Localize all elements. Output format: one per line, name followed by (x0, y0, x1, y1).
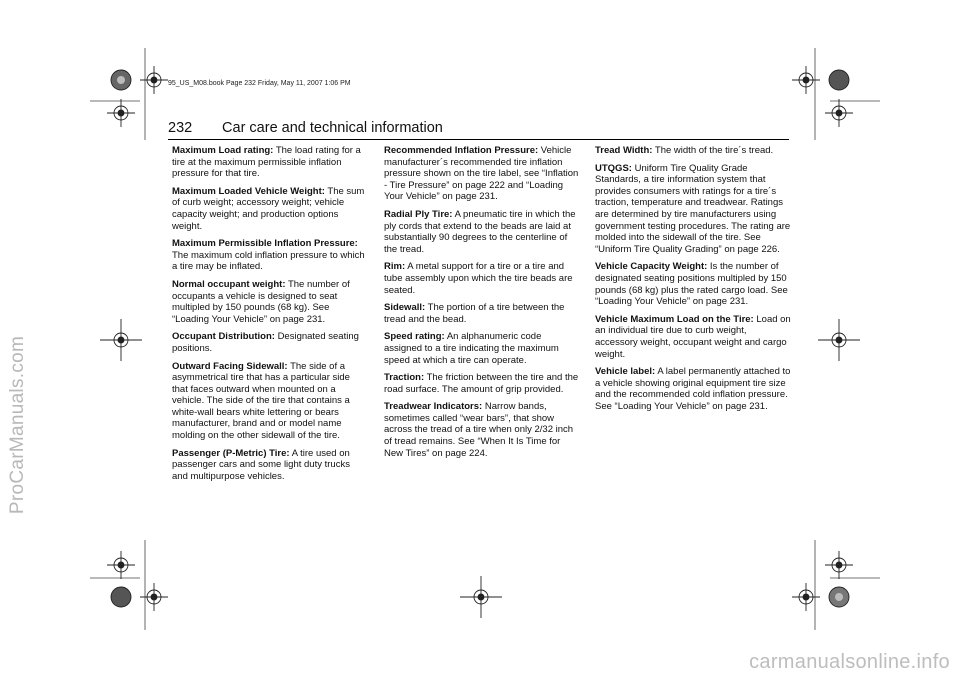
glossary-term: Tread Width: (595, 145, 653, 156)
glossary-entry (172, 145, 368, 180)
glossary-term: Maximum Permissible Inflation Pressure: (172, 238, 358, 250)
glossary-term: Radial Ply Tire: (384, 208, 453, 220)
glossary-definition: An alphanumeric code assigned to a tire indicating the maximum speed at which a tire can operate. (384, 331, 559, 366)
glossary-term: Occupant Distribution: (172, 331, 275, 343)
book-file-header: 95_US_M08.book Page 232 Friday, May 11, 2007 1:06 PM (168, 80, 351, 87)
glossary-entry (384, 302, 580, 325)
glossary-entry (172, 279, 368, 325)
page-number: 232 (168, 120, 193, 136)
glossary-definition: A label permanently attached to a vehicle showing original equipment tire size and the recommended cold inflation pressure. See “Loading Your Vehicle” on page 231. (595, 366, 791, 412)
glossary-definition: Narrow bands, sometimes called “wear bars”, that show across the tread of a tire when only 2/32 inch of tread remains. See “When It Is Time for New Tires” on page 224. (384, 401, 574, 459)
glossary-definition: A tire used on passenger cars and some light duty trucks and multipurpose vehicles. (172, 447, 350, 482)
glossary-entry (172, 186, 368, 232)
glossary-definition: Uniform Tire Quality Grade Standards, a tire information system that provides consumers with ratings for a tire´s traction, temperature and treadwear. Ratings are determined by tire manufacturers using government testing procedures. The rating are molded into the sidewall of the tire. See “Uniform Tire Quality Grading” on page 226. (595, 162, 791, 255)
glossary-definition: The side of a asymmetrical tire that has a particular side that faces outward when mounted on a vehicle. The side of the tire that contains a white-wall bears white lettering or bears manufacturer, brand and or model name molding on the other sidewall of the tire. (172, 360, 350, 442)
glossary-term: Speed rating: (384, 331, 445, 343)
glossary-term: Maximum Load rating: (172, 145, 274, 156)
glossary-entry (384, 209, 580, 255)
glossary-entry (595, 366, 791, 412)
glossary-definition: Is the number of designated seating positions multipled by 150 pounds (68 kg) plus the rated cargo load. See “Loading Your Vehicle” on page 231. (595, 261, 788, 308)
glossary-term: Vehicle Capacity Weight: (595, 261, 708, 273)
glossary-entry (595, 314, 791, 360)
glossary-definition: A metal support for a tire or a tire and tube assembly upon which the tire beads are seated. (384, 261, 573, 296)
section-title: Car care and technical information (222, 120, 443, 136)
glossary-entry (172, 331, 368, 354)
glossary-term: Recommended Inflation Pressure: (384, 145, 539, 156)
glossary-entry (384, 145, 580, 203)
glossary-definition: The sum of curb weight; accessory weight; vehicle capacity weight; and production options weight. (172, 185, 365, 232)
text-column-3 (595, 145, 791, 418)
glossary-entry (595, 261, 791, 307)
glossary-term: Passenger (P-Metric) Tire: (172, 447, 290, 459)
page-header (168, 120, 788, 136)
glossary-entry (384, 331, 580, 366)
glossary-entry (595, 163, 791, 256)
glossary-definition: Load on an individual tire due to curb weight, accessory weight, occupant weight and cargo weight. (595, 313, 791, 360)
glossary-term: Treadwear Indicators: (384, 401, 483, 413)
glossary-definition: The friction between the tire and the road surface. The amount of grip provided. (384, 372, 579, 395)
header-rule (168, 139, 789, 140)
glossary-term: Maximum Loaded Vehicle Weight: (172, 185, 325, 197)
bottom-watermark: carmanualsonline.info (749, 651, 950, 673)
glossary-entry (384, 401, 580, 459)
text-column-1 (172, 145, 368, 488)
text-column-2 (384, 145, 580, 465)
glossary-definition: The width of the tire´s tread. (654, 145, 774, 156)
glossary-entry (384, 261, 580, 296)
glossary-definition: The load rating for a tire at the maximum permissible inflation pressure for that tire. (172, 145, 361, 180)
glossary-term: Normal occupant weight: (172, 278, 286, 290)
glossary-term: Traction: (384, 372, 425, 384)
glossary-definition: The maximum cold inflation pressure to which a tire may be inflated. (172, 249, 365, 273)
glossary-definition: Designated seating positions. (172, 331, 359, 354)
glossary-term: Rim: (384, 261, 406, 273)
glossary-entry (172, 448, 368, 483)
glossary-term: UTQGS: (595, 162, 632, 174)
glossary-entry (172, 361, 368, 442)
glossary-definition: The number of occupants a vehicle is designed to seat multipled by 150 pounds (68 kg). See “Loading Your Vehicle” on page 231. (172, 278, 350, 325)
glossary-term: Vehicle Maximum Load on the Tire: (595, 313, 754, 325)
glossary-entry (595, 145, 791, 157)
glossary-term: Outward Facing Sidewall: (172, 360, 288, 372)
glossary-entry (172, 238, 368, 273)
glossary-entry (384, 372, 580, 395)
side-watermark: ProCarManuals.com (7, 335, 28, 515)
glossary-term: Vehicle label: (595, 366, 656, 378)
glossary-definition: Vehicle manufacturer´s recommended tire inflation pressure shown on the tire label, see “Inflation - Tire Pressure” on page 222 and “Loading Your Vehicle” on page 231. (384, 145, 579, 203)
glossary-term: Sidewall: (384, 302, 426, 314)
glossary-definition: The portion of a tire between the tread and the bead. (384, 302, 565, 325)
glossary-definition: A pneumatic tire in which the ply cords that extend to the beads are laid at substantially 90 degrees to the centerline of the tread. (384, 208, 576, 255)
